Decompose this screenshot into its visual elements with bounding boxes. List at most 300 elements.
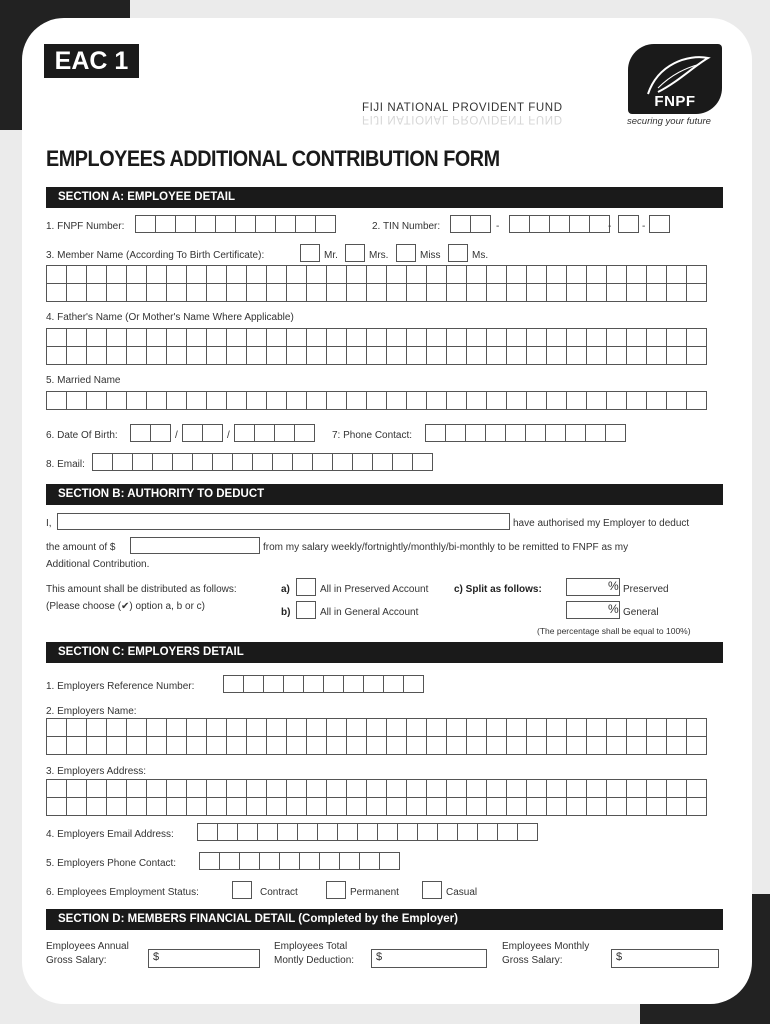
character-cell[interactable] [366,391,387,410]
character-cell[interactable] [266,346,287,365]
character-cell[interactable] [299,852,320,870]
character-cell[interactable] [686,328,707,347]
character-cell[interactable] [486,283,507,302]
character-cell[interactable] [279,852,300,870]
character-cell[interactable] [197,823,218,841]
character-cell[interactable] [306,779,327,798]
character-cell[interactable] [526,346,547,365]
character-cell[interactable] [266,736,287,755]
character-cell[interactable] [546,779,567,798]
character-cell[interactable] [626,718,647,737]
character-cell[interactable] [412,453,433,471]
character-cell[interactable] [126,328,147,347]
character-cell[interactable] [666,328,687,347]
character-cell[interactable] [686,736,707,755]
character-cell[interactable] [166,265,187,284]
character-cell[interactable] [486,346,507,365]
character-cell[interactable] [292,453,313,471]
employer-phone-field[interactable] [199,852,399,870]
character-cell[interactable] [274,424,295,442]
character-cell[interactable] [366,328,387,347]
character-cell[interactable] [86,328,107,347]
character-cell[interactable] [46,736,67,755]
character-cell[interactable] [426,283,447,302]
tin-part-2[interactable] [509,215,612,233]
character-cell[interactable] [246,718,267,737]
character-cell[interactable] [275,215,296,233]
character-cell[interactable] [386,346,407,365]
character-cell[interactable] [266,328,287,347]
character-cell[interactable] [150,424,171,442]
character-cell[interactable] [566,265,587,284]
character-cell[interactable] [589,215,610,233]
character-cell[interactable] [506,736,527,755]
character-cell[interactable] [549,215,570,233]
character-cell[interactable] [446,797,467,816]
character-cell[interactable] [346,265,367,284]
dob-month[interactable] [182,424,222,442]
character-cell[interactable] [546,736,567,755]
character-cell[interactable] [186,391,207,410]
character-cell[interactable] [366,265,387,284]
character-cell[interactable] [266,718,287,737]
character-cell[interactable] [686,718,707,737]
character-cell[interactable] [319,852,340,870]
character-cell[interactable] [286,718,307,737]
member-name-row-1[interactable] [46,265,706,284]
character-cell[interactable] [155,215,176,233]
character-cell[interactable] [166,779,187,798]
miss-checkbox[interactable] [396,244,416,262]
character-cell[interactable] [106,328,127,347]
character-cell[interactable] [346,797,367,816]
character-cell[interactable] [379,852,400,870]
character-cell[interactable] [195,215,216,233]
character-cell[interactable] [686,797,707,816]
character-cell[interactable] [406,283,427,302]
character-cell[interactable] [486,797,507,816]
character-cell[interactable] [586,328,607,347]
character-cell[interactable] [186,265,207,284]
character-cell[interactable] [386,736,407,755]
character-cell[interactable] [339,852,360,870]
character-cell[interactable] [566,797,587,816]
character-cell[interactable] [406,391,427,410]
character-cell[interactable] [465,424,486,442]
character-cell[interactable] [246,346,267,365]
character-cell[interactable] [505,424,526,442]
character-cell[interactable] [186,736,207,755]
character-cell[interactable] [130,424,151,442]
character-cell[interactable] [546,328,567,347]
character-cell[interactable] [586,346,607,365]
employer-ref-field[interactable] [223,675,423,693]
character-cell[interactable] [366,797,387,816]
character-cell[interactable] [186,283,207,302]
character-cell[interactable] [106,736,127,755]
character-cell[interactable] [86,346,107,365]
character-cell[interactable] [46,779,67,798]
amount-input[interactable] [130,537,260,554]
character-cell[interactable] [126,718,147,737]
character-cell[interactable] [606,265,627,284]
character-cell[interactable] [166,346,187,365]
character-cell[interactable] [666,265,687,284]
character-cell[interactable] [525,424,546,442]
character-cell[interactable] [66,718,87,737]
character-cell[interactable] [366,718,387,737]
character-cell[interactable] [566,391,587,410]
character-cell[interactable] [646,779,667,798]
character-cell[interactable] [426,718,447,737]
character-cell[interactable] [226,346,247,365]
character-cell[interactable] [66,283,87,302]
character-cell[interactable] [126,265,147,284]
character-cell[interactable] [146,283,167,302]
character-cell[interactable] [186,797,207,816]
character-cell[interactable] [526,718,547,737]
character-cell[interactable] [306,346,327,365]
character-cell[interactable] [237,823,258,841]
character-cell[interactable] [406,797,427,816]
character-cell[interactable] [106,265,127,284]
character-cell[interactable] [277,823,298,841]
character-cell[interactable] [586,718,607,737]
character-cell[interactable] [666,797,687,816]
character-cell[interactable] [326,391,347,410]
character-cell[interactable] [586,797,607,816]
character-cell[interactable] [146,797,167,816]
character-cell[interactable] [366,346,387,365]
character-cell[interactable] [106,391,127,410]
character-cell[interactable] [46,391,67,410]
character-cell[interactable] [266,391,287,410]
annual-salary-input[interactable] [148,949,260,968]
character-cell[interactable] [649,215,670,233]
character-cell[interactable] [106,283,127,302]
character-cell[interactable] [425,424,446,442]
character-cell[interactable] [526,328,547,347]
character-cell[interactable] [377,823,398,841]
character-cell[interactable] [246,391,267,410]
character-cell[interactable] [346,346,367,365]
character-cell[interactable] [286,328,307,347]
character-cell[interactable] [146,265,167,284]
ms-checkbox[interactable] [448,244,468,262]
character-cell[interactable] [257,823,278,841]
character-cell[interactable] [46,265,67,284]
character-cell[interactable] [566,346,587,365]
character-cell[interactable] [470,215,491,233]
character-cell[interactable] [646,718,667,737]
character-cell[interactable] [235,215,256,233]
character-cell[interactable] [239,852,260,870]
character-cell[interactable] [446,391,467,410]
character-cell[interactable] [686,265,707,284]
character-cell[interactable] [569,215,590,233]
character-cell[interactable] [446,736,467,755]
character-cell[interactable] [306,328,327,347]
character-cell[interactable] [306,736,327,755]
option-b-checkbox[interactable] [296,601,316,619]
character-cell[interactable] [226,779,247,798]
character-cell[interactable] [326,797,347,816]
character-cell[interactable] [86,391,107,410]
character-cell[interactable] [666,391,687,410]
character-cell[interactable] [146,736,167,755]
character-cell[interactable] [546,718,567,737]
character-cell[interactable] [172,453,193,471]
character-cell[interactable] [446,346,467,365]
character-cell[interactable] [605,424,626,442]
employer-address-row-2[interactable] [46,797,706,816]
character-cell[interactable] [446,779,467,798]
character-cell[interactable] [232,453,253,471]
character-cell[interactable] [146,391,167,410]
character-cell[interactable] [526,391,547,410]
character-cell[interactable] [506,328,527,347]
character-cell[interactable] [586,283,607,302]
character-cell[interactable] [192,453,213,471]
character-cell[interactable] [46,328,67,347]
employer-address-row-1[interactable] [46,779,706,798]
mrs-checkbox[interactable] [345,244,365,262]
character-cell[interactable] [317,823,338,841]
character-cell[interactable] [346,328,367,347]
character-cell[interactable] [646,797,667,816]
character-cell[interactable] [126,797,147,816]
character-cell[interactable] [246,779,267,798]
character-cell[interactable] [152,453,173,471]
dob-year[interactable] [234,424,314,442]
character-cell[interactable] [626,736,647,755]
character-cell[interactable] [346,779,367,798]
character-cell[interactable] [286,391,307,410]
character-cell[interactable] [606,718,627,737]
character-cell[interactable] [326,779,347,798]
character-cell[interactable] [126,391,147,410]
character-cell[interactable] [426,328,447,347]
character-cell[interactable] [86,265,107,284]
character-cell[interactable] [383,675,404,693]
character-cell[interactable] [417,823,438,841]
character-cell[interactable] [175,215,196,233]
character-cell[interactable] [466,283,487,302]
member-name-input[interactable] [57,513,510,530]
tin-part-4[interactable] [649,215,669,233]
character-cell[interactable] [686,283,707,302]
character-cell[interactable] [106,346,127,365]
character-cell[interactable] [346,718,367,737]
character-cell[interactable] [126,346,147,365]
character-cell[interactable] [565,424,586,442]
character-cell[interactable] [446,283,467,302]
character-cell[interactable] [618,215,639,233]
character-cell[interactable] [426,346,447,365]
character-cell[interactable] [223,675,244,693]
character-cell[interactable] [646,391,667,410]
character-cell[interactable] [243,675,264,693]
character-cell[interactable] [546,283,567,302]
character-cell[interactable] [506,797,527,816]
character-cell[interactable] [206,718,227,737]
character-cell[interactable] [286,346,307,365]
character-cell[interactable] [66,391,87,410]
character-cell[interactable] [386,797,407,816]
character-cell[interactable] [306,391,327,410]
character-cell[interactable] [506,779,527,798]
character-cell[interactable] [626,346,647,365]
mr-checkbox[interactable] [300,244,320,262]
character-cell[interactable] [526,283,547,302]
character-cell[interactable] [545,424,566,442]
character-cell[interactable] [372,453,393,471]
character-cell[interactable] [186,328,207,347]
character-cell[interactable] [254,424,275,442]
character-cell[interactable] [406,718,427,737]
character-cell[interactable] [326,328,347,347]
character-cell[interactable] [86,779,107,798]
character-cell[interactable] [446,328,467,347]
character-cell[interactable] [403,675,424,693]
character-cell[interactable] [586,779,607,798]
character-cell[interactable] [426,797,447,816]
character-cell[interactable] [626,328,647,347]
character-cell[interactable] [286,779,307,798]
character-cell[interactable] [106,779,127,798]
character-cell[interactable] [66,265,87,284]
character-cell[interactable] [509,215,530,233]
character-cell[interactable] [586,736,607,755]
character-cell[interactable] [626,283,647,302]
married-name-row[interactable] [46,391,706,410]
character-cell[interactable] [146,346,167,365]
character-cell[interactable] [666,283,687,302]
total-deduction-input[interactable] [371,949,487,968]
character-cell[interactable] [606,283,627,302]
character-cell[interactable] [266,265,287,284]
character-cell[interactable] [566,779,587,798]
character-cell[interactable] [646,265,667,284]
character-cell[interactable] [46,346,67,365]
character-cell[interactable] [286,265,307,284]
character-cell[interactable] [166,328,187,347]
character-cell[interactable] [346,391,367,410]
character-cell[interactable] [626,391,647,410]
permanent-checkbox[interactable] [326,881,346,899]
character-cell[interactable] [457,823,478,841]
character-cell[interactable] [252,453,273,471]
character-cell[interactable] [286,736,307,755]
character-cell[interactable] [466,736,487,755]
character-cell[interactable] [546,391,567,410]
character-cell[interactable] [546,265,567,284]
character-cell[interactable] [66,779,87,798]
character-cell[interactable] [606,328,627,347]
character-cell[interactable] [297,823,318,841]
character-cell[interactable] [466,718,487,737]
character-cell[interactable] [686,346,707,365]
character-cell[interactable] [166,718,187,737]
character-cell[interactable] [263,675,284,693]
character-cell[interactable] [406,265,427,284]
character-cell[interactable] [566,283,587,302]
character-cell[interactable] [206,265,227,284]
fnpf-number-field[interactable] [135,215,335,233]
character-cell[interactable] [526,797,547,816]
character-cell[interactable] [426,391,447,410]
character-cell[interactable] [166,797,187,816]
character-cell[interactable] [66,346,87,365]
character-cell[interactable] [66,328,87,347]
character-cell[interactable] [486,779,507,798]
character-cell[interactable] [106,797,127,816]
character-cell[interactable] [234,424,255,442]
character-cell[interactable] [506,718,527,737]
character-cell[interactable] [86,797,107,816]
character-cell[interactable] [566,718,587,737]
character-cell[interactable] [206,391,227,410]
character-cell[interactable] [146,718,167,737]
fathers-name-row-1[interactable] [46,328,706,347]
character-cell[interactable] [646,346,667,365]
character-cell[interactable] [215,215,236,233]
character-cell[interactable] [306,718,327,737]
character-cell[interactable] [186,346,207,365]
character-cell[interactable] [283,675,304,693]
character-cell[interactable] [646,328,667,347]
character-cell[interactable] [217,823,238,841]
character-cell[interactable] [446,718,467,737]
character-cell[interactable] [506,265,527,284]
character-cell[interactable] [426,779,447,798]
character-cell[interactable] [406,736,427,755]
character-cell[interactable] [466,265,487,284]
character-cell[interactable] [646,736,667,755]
character-cell[interactable] [92,453,113,471]
character-cell[interactable] [326,718,347,737]
character-cell[interactable] [126,283,147,302]
character-cell[interactable] [406,346,427,365]
character-cell[interactable] [357,823,378,841]
character-cell[interactable] [392,453,413,471]
character-cell[interactable] [286,797,307,816]
character-cell[interactable] [466,328,487,347]
character-cell[interactable] [386,391,407,410]
character-cell[interactable] [166,283,187,302]
character-cell[interactable] [132,453,153,471]
character-cell[interactable] [186,718,207,737]
character-cell[interactable] [437,823,458,841]
character-cell[interactable] [259,852,280,870]
character-cell[interactable] [343,675,364,693]
character-cell[interactable] [466,779,487,798]
character-cell[interactable] [666,346,687,365]
character-cell[interactable] [337,823,358,841]
character-cell[interactable] [135,215,156,233]
employer-name-row-1[interactable] [46,718,706,737]
character-cell[interactable] [255,215,276,233]
character-cell[interactable] [397,823,418,841]
character-cell[interactable] [126,779,147,798]
character-cell[interactable] [506,283,527,302]
character-cell[interactable] [486,328,507,347]
member-name-row-2[interactable] [46,283,706,302]
character-cell[interactable] [585,424,606,442]
character-cell[interactable] [546,797,567,816]
character-cell[interactable] [286,283,307,302]
character-cell[interactable] [352,453,373,471]
